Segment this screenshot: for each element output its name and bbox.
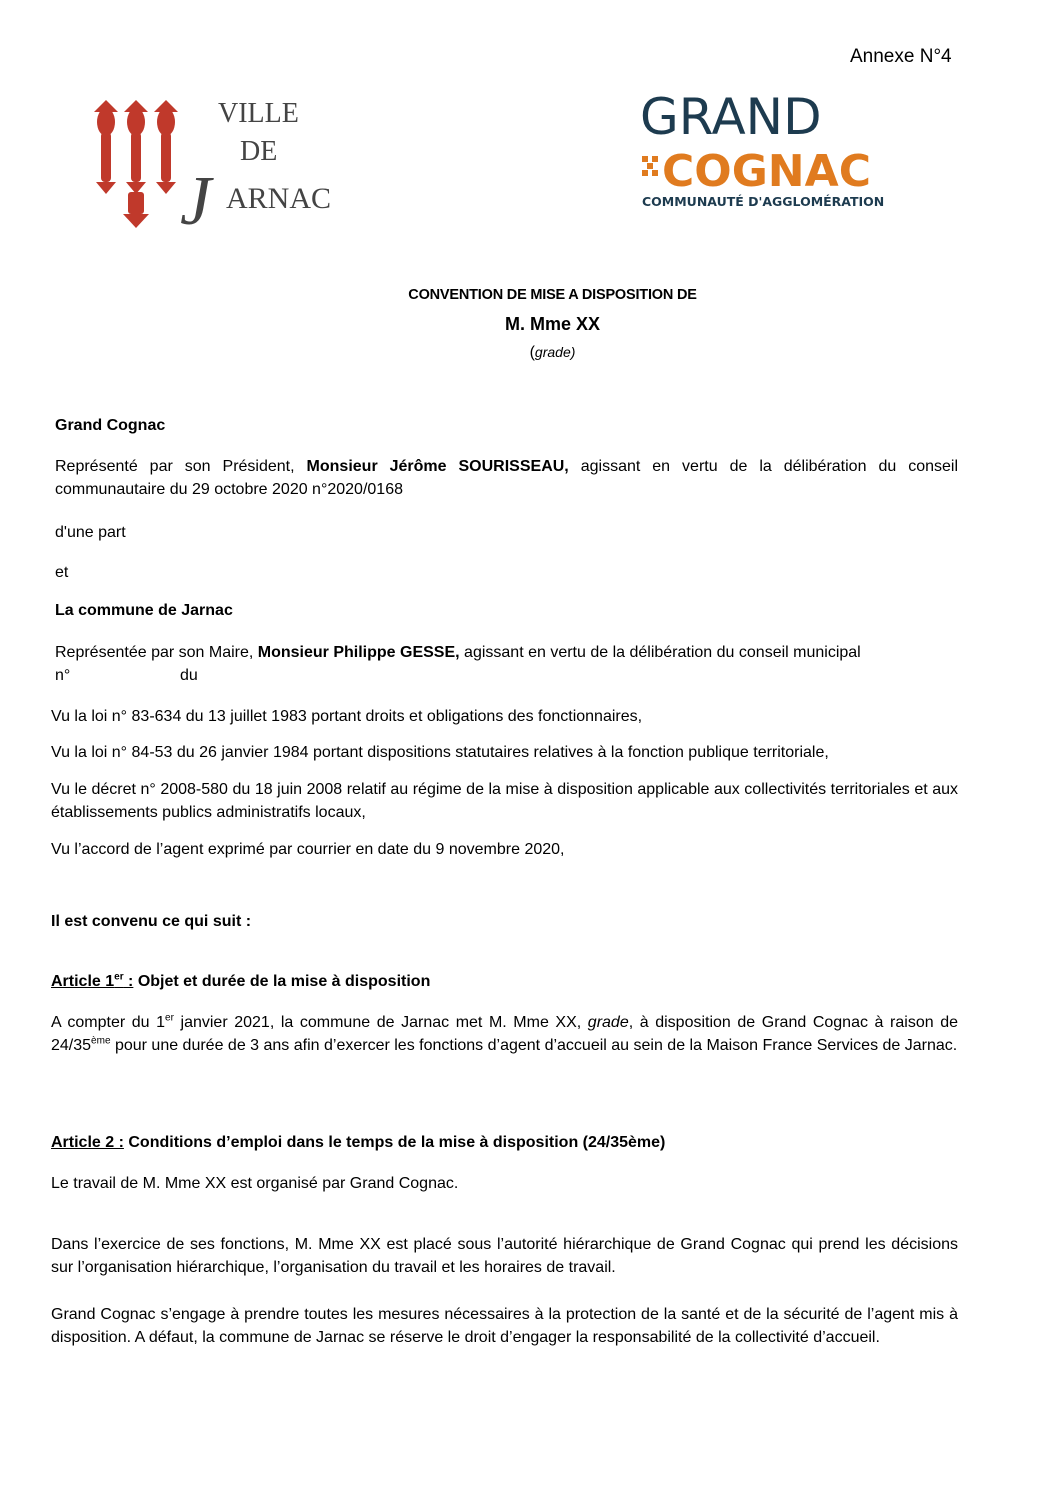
- doc-title: CONVENTION DE MISE A DISPOSITION DE: [408, 287, 697, 303]
- part1-label: d'une part: [55, 524, 126, 541]
- article1-heading: Article 1er : Objet et durée de la mise à disposition: [51, 971, 431, 990]
- logo-ville: VILLE: [218, 98, 299, 129]
- party2-num: n°: [55, 667, 71, 684]
- ville-de-jarnac-logo: [88, 92, 348, 240]
- article2-p2: Dans l’exercice de ses fonctions, M. Mme XX est placé sous l’autorité hiérarchique de Grand Cognac qui prend les décisions sur l’organisation hiérarchique, l’organisation du travail et les horaires de travail.: [51, 1236, 958, 1276]
- article2-p1: Le travail de M. Mme XX est organisé par Grand Cognac.: [51, 1175, 459, 1192]
- logo-de: DE: [240, 136, 278, 167]
- party2-name: La commune de Jarnac: [55, 602, 233, 619]
- convenu-heading: Il est convenu ce qui suit :: [51, 913, 252, 930]
- doc-agent-name: M. Mme XX: [504, 314, 601, 334]
- visa-1: Vu la loi n° 83-634 du 13 juillet 1983 portant droits et obligations des fonctionnaires,: [51, 708, 643, 725]
- logo-jarnac-rest: ARNAC: [226, 182, 332, 215]
- annexe-label: Annexe N°4: [850, 46, 952, 67]
- article1-body: A compter du 1er janvier 2021, la commune de Jarnac met M. Mme XX, grade, à disposition de Grand Cognac à raison de 24/35ème pour une durée de 3 ans afin d’exercer les fonctions d’agent d’accueil au sein de la Maison France Services de Jarnac.: [51, 1012, 958, 1054]
- doc-grade: (grade): [529, 344, 576, 361]
- visa-4: Vu l’accord de l’agent exprimé par courrier en date du 9 novembre 2020,: [51, 841, 565, 858]
- three-fish-icon: [94, 100, 178, 228]
- logo-cognac: COGNAC: [662, 146, 871, 197]
- article2-p3: Grand Cognac s’engage à prendre toutes les mesures nécessaires à la protection de la santé et de la sécurité de l’agent mis à disposition. A défaut, la commune de Jarnac se réserve le droit d’engager la responsabilité de la collectivité d’accueil.: [51, 1306, 958, 1346]
- logo-communaute: COMMUNAUTÉ D'AGGLOMÉRATION: [642, 194, 885, 209]
- logo-jarnac-big-j: J: [180, 163, 212, 240]
- article2-heading: Article 2 : Conditions d’emploi dans le temps de la mise à disposition (24/35ème): [51, 1134, 666, 1151]
- party1-name: Grand Cognac: [55, 417, 166, 434]
- logo-grand: GRAND: [640, 90, 822, 146]
- dots-icon: [642, 156, 658, 176]
- grand-cognac-logo: [640, 90, 940, 215]
- visa-2: Vu la loi n° 84-53 du 26 janvier 1984 portant dispositions statutaires relatives à la fonction publique territoriale,: [51, 744, 829, 761]
- et-label: et: [55, 564, 69, 581]
- party1-representation: Représenté par son Président, Monsieur Jérôme SOURISSEAU, agissant en vertu de la délibération du conseil communautaire du 29 octobre 2020 n°2020/0168: [55, 458, 959, 498]
- party2-representation: Représentée par son Maire, Monsieur Philippe GESSE, agissant en vertu de la délibération du conseil municipal: [55, 644, 861, 661]
- party2-du: du: [180, 667, 198, 684]
- visa-3: Vu le décret n° 2008-580 du 18 juin 2008 relatif au régime de la mise à disposition applicable aux collectivités territoriales et aux établissements publics administratifs locaux,: [51, 781, 958, 821]
